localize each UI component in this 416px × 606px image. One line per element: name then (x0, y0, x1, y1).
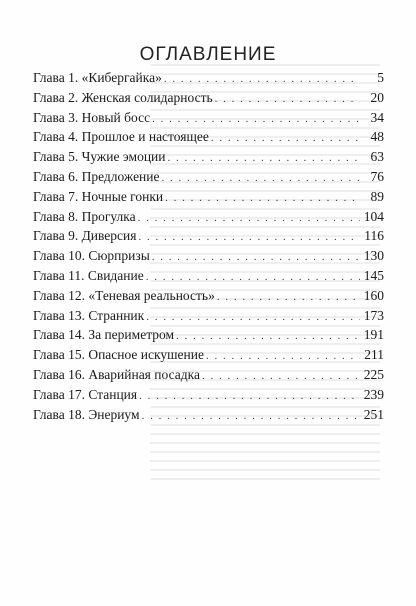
toc-entry (33, 70, 384, 90)
toc-entry (33, 288, 384, 308)
toc-entry-page-number: 48 (370, 129, 384, 145)
toc-dot-leader (152, 251, 360, 263)
toc-dot-leader (165, 192, 360, 204)
toc-dot-leader (138, 231, 360, 243)
toc-entry (33, 367, 384, 387)
toc-dot-leader (138, 212, 360, 224)
toc-entry-label: Глава 3. Новый босс (33, 109, 151, 125)
toc-entry-label: Глава 15. Опасное искушение (33, 347, 204, 363)
toc-entry-label: Глава 12. «Теневая реальность» (33, 287, 215, 303)
toc-entry-page-number: 145 (363, 267, 384, 283)
toc-entry-page-number: 76 (370, 168, 384, 184)
table-of-contents (33, 70, 384, 426)
toc-dot-leader (146, 311, 360, 323)
toc-entry (33, 387, 384, 407)
toc-entry (33, 248, 384, 268)
toc-dot-leader (142, 410, 360, 422)
toc-entry-label: Глава 2. Женская солидарность (33, 89, 213, 105)
toc-entry (33, 407, 384, 427)
toc-entry-label: Глава 8. Прогулка (33, 208, 136, 224)
toc-dot-leader (152, 113, 360, 125)
toc-entry-label: Глава 10. Сюрпризы (33, 248, 150, 264)
toc-entry-label: Глава 11. Свидание (33, 267, 144, 283)
toc-entry-label: Глава 4. Прошлое и настоящее (33, 129, 209, 145)
toc-entry-label: Глава 17. Станция (33, 386, 138, 402)
toc-entry (33, 268, 384, 288)
toc-entry-label: Глава 9. Диверсия (33, 228, 137, 244)
toc-entry-page-number: 225 (363, 366, 384, 382)
toc-entry-label: Глава 13. Странник (33, 307, 145, 323)
page-title: ОГЛАВЛЕНИЕ (139, 44, 277, 65)
toc-entry (33, 228, 384, 248)
toc-entry (33, 110, 384, 130)
toc-entry-page-number: 5 (377, 70, 384, 85)
toc-entry-label: Глава 16. Аварийная посадка (33, 366, 200, 382)
toc-entry-page-number: 251 (363, 406, 384, 422)
toc-entry-page-number: 211 (364, 347, 384, 363)
toc-entry (33, 327, 384, 347)
toc-dot-leader (176, 330, 360, 342)
toc-entry (33, 347, 384, 367)
toc-entry-label: Глава 6. Предложение (33, 168, 160, 184)
toc-entry (33, 189, 384, 209)
toc-entry-page-number: 239 (363, 386, 384, 402)
toc-dot-leader (168, 152, 361, 164)
toc-entry-page-number: 89 (370, 188, 384, 204)
toc-dot-leader (217, 291, 360, 303)
toc-dot-leader (202, 370, 360, 382)
toc-entry-page-number: 130 (363, 248, 384, 264)
toc-entry-page-number: 191 (363, 327, 384, 343)
toc-entry-page-number: 34 (370, 109, 384, 125)
toc-dot-leader (206, 350, 360, 362)
toc-entry (33, 90, 384, 110)
toc-entry-page-number: 20 (370, 89, 384, 105)
toc-entry-label: Глава 7. Ночные гонки (33, 188, 164, 204)
toc-entry (33, 169, 384, 189)
toc-entry-label: Глава 14. За периметром (33, 327, 175, 343)
toc-entry (33, 129, 384, 149)
toc-entry-label: Глава 5. Чужие эмоции (33, 149, 166, 165)
toc-dot-leader (146, 271, 360, 283)
toc-entry-label: Глава 18. Энериум (33, 406, 140, 422)
toc-entry-page-number: 160 (363, 287, 384, 303)
toc-entry (33, 209, 384, 229)
toc-entry (33, 149, 384, 169)
toc-dot-leader (211, 132, 360, 144)
toc-dot-leader (215, 93, 360, 105)
toc-entry-page-number: 104 (363, 208, 384, 224)
toc-dot-leader (139, 390, 360, 402)
toc-entry-page-number: 63 (370, 149, 384, 165)
toc-entry (33, 308, 384, 328)
toc-entry-page-number: 116 (364, 228, 384, 244)
toc-dot-leader (164, 73, 360, 85)
toc-entry-page-number: 173 (363, 307, 384, 323)
toc-dot-leader (162, 172, 361, 184)
toc-entry-label: Глава 1. «Кибергайка» (33, 70, 162, 85)
